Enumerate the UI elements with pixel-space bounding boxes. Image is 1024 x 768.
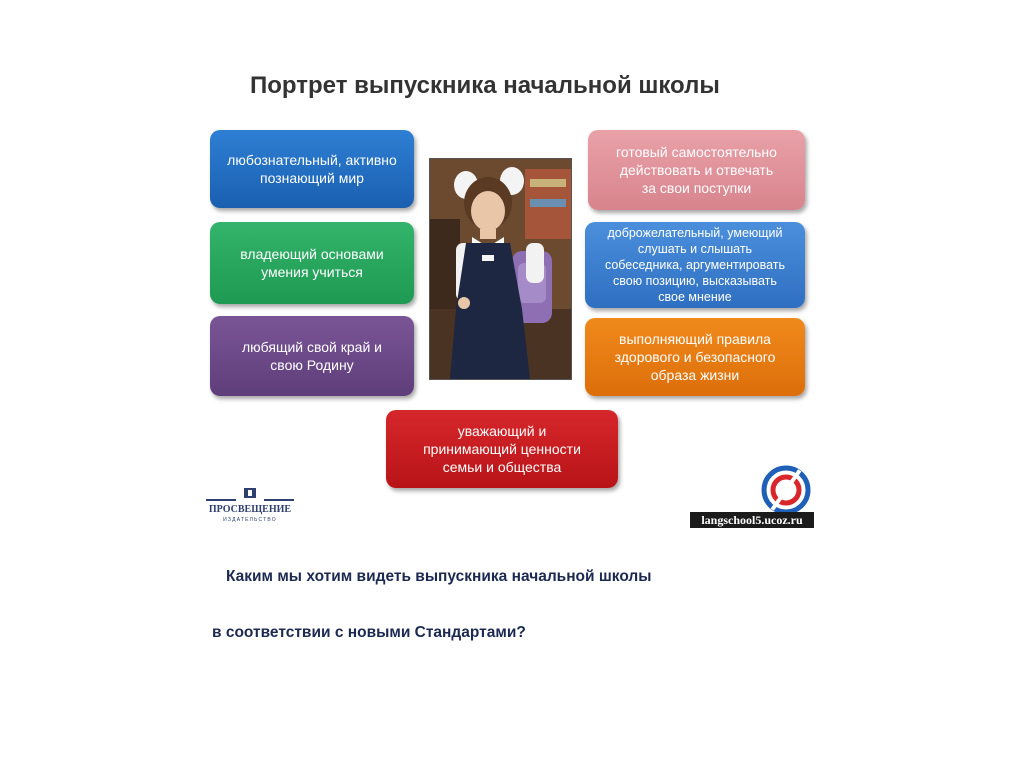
- card-friendly-line-5: свое мнение: [658, 290, 732, 304]
- card-family-line-1: уважающий и: [457, 423, 547, 439]
- prosveshchenie-logo-name: ПРОСВЕЩЕНИЕ: [208, 504, 292, 515]
- card-friendly-line-3: собеседника, аргументировать: [604, 258, 786, 272]
- card-curious-line-2: познающий мир: [260, 170, 364, 186]
- student-photo: [429, 158, 572, 380]
- card-learning-line-2: умения учиться: [261, 264, 363, 280]
- card-homeland-line-2: свою Родину: [270, 357, 354, 373]
- card-healthy: [585, 318, 805, 396]
- card-friendly-line-2: слушать и слышать: [637, 242, 753, 256]
- card-curious: [210, 130, 414, 208]
- prosveshchenie-logo-sub: ИЗДАТЕЛЬСТВО: [223, 517, 277, 523]
- card-learning-line-1: владеющий основами: [240, 246, 384, 262]
- card-independent: [588, 130, 805, 210]
- card-independent-line-1: готовый самостоятельно: [616, 144, 777, 160]
- card-healthy-line-3: образа жизни: [650, 367, 740, 383]
- caption-line-1: Каким мы хотим видеть выпускника начальной школы: [226, 568, 652, 585]
- card-independent-line-3: за свои поступки: [641, 180, 752, 196]
- card-curious-line-1: любознательный, активно: [227, 152, 397, 168]
- card-healthy-line-2: здорового и безопасного: [614, 349, 776, 365]
- card-family-line-2: принимающий ценности: [423, 441, 581, 457]
- langschool-logo-url: langschool5.ucoz.ru: [701, 513, 803, 527]
- card-family: [386, 410, 618, 488]
- card-friendly: [585, 222, 805, 308]
- card-family-line-3: семьи и общества: [442, 459, 562, 475]
- prosveshchenie-logo: [206, 488, 296, 524]
- card-friendly-line-1: доброжелательный, умеющий: [607, 226, 783, 240]
- card-healthy-line-1: выполняющий правила: [619, 331, 771, 347]
- card-learning: [210, 222, 414, 304]
- slide-title: Портрет выпускника начальной школы: [250, 72, 720, 99]
- langschool-logo: [686, 464, 816, 530]
- card-homeland: [210, 316, 414, 396]
- card-homeland-line-1: любящий свой край и: [241, 339, 382, 355]
- card-friendly-line-4: свою позицию, высказывать: [613, 274, 777, 288]
- caption-line-2: в соответствии с новыми Стандартами?: [212, 624, 526, 641]
- card-independent-line-2: действовать и отвечать: [619, 162, 774, 178]
